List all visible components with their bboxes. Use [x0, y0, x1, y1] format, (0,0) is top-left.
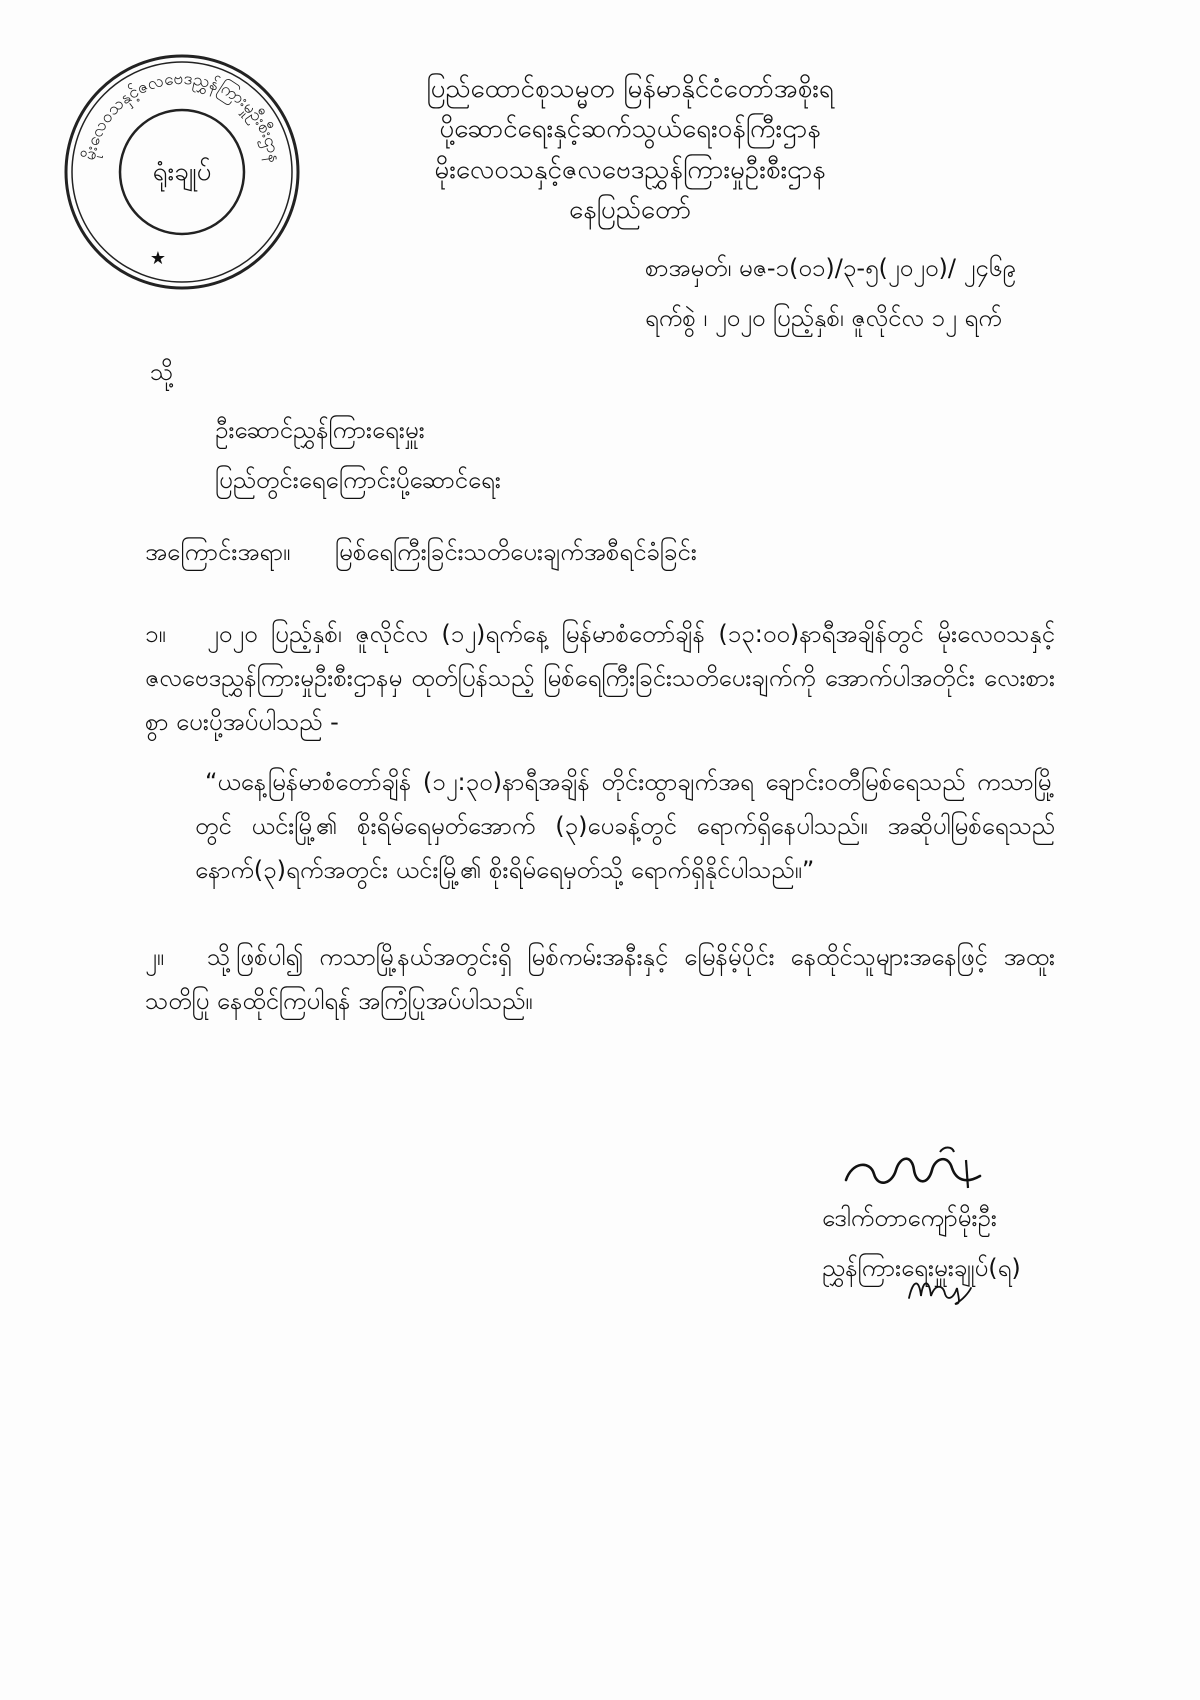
letter-date: ရက်စွဲ ၊ ၂၀၂၀ ပြည့်နှစ်၊ ဇူလိုင်လ ၁၂ ရက်: [645, 304, 1002, 332]
subject-label: အကြောင်းအရာ။: [145, 538, 291, 566]
subject-text: မြစ်ရေကြီးခြင်းသတိပေးချက်အစီရင်ခံခြင်း: [335, 538, 697, 566]
paragraph-2-number: ၂။: [145, 943, 165, 971]
paragraph-2: သို့ဖြစ်ပါ၍ ကသာမြို့နယ်အတွင်းရှိ မြစ်ကမ်းအနီးနှင့် မြေနိမ့်ပိုင်း နေထိုင်သူများအနေဖြင့် အထူးသတိပြု နေထိုင်ကြပါရန် အကြံပြုအပ်ပါသည်။: [145, 943, 1055, 1015]
paragraph-1-number: ၁။: [145, 620, 166, 648]
handwritten-initials: [905, 1270, 975, 1306]
signatory-title: ညွှန်ကြားရေးမှူးချုပ်(ရ): [822, 1254, 1021, 1282]
svg-text:★: ★: [149, 248, 167, 269]
recipient-title: ဦးဆောင်ညွှန်ကြားရေးမှူး: [215, 416, 425, 444]
handwritten-signature: [840, 1140, 990, 1200]
flood-warning-quote: “ယနေ့မြန်မာစံတော်ချိန် (၁၂:၃၀)နာရီအချိန် တိုင်းထွာချက်အရ ချောင်းဝတီမြစ်ရေသည် ကသာမြို့တွင် ယင်းမြို့၏ စိုးရိမ်ရေမှတ်အောက် (၃)ပေခန့်တွင် ရောက်ရှိနေပါသည်။ အဆိုပါမြစ်ရေသည် နောက်(၃)ရက်အတွင်း ယင်းမြို့၏ စိုးရိမ်ရေမှတ်သို့ ရောက်ရှိနိုင်ပါသည်။”: [195, 768, 1055, 884]
header-city: နေပြည်တော်: [568, 195, 692, 225]
to-label: သို့: [150, 358, 174, 386]
svg-text:ရုံးချုပ်: ရုံးချုပ်: [152, 157, 212, 187]
svg-text:မိုးလေဝသနှင့်ဇလဗေဒညွှန်ကြားမှု: မိုးလေဝသနှင့်ဇလဗေဒညွှန်ကြားမှုဦးစီးဌာန: [79, 68, 285, 164]
signatory-name: ဒေါက်တာကျော်မိုးဦး: [822, 1204, 997, 1232]
paragraph-1: ၂၀၂၀ ပြည့်နှစ်၊ ဇူလိုင်လ (၁၂)ရက်နေ့ မြန်မာစံတော်ချိန် (၁၃:၀၀)နာရီအချိန်တွင် မိုးလေဝသနှင့်ဇလဗေဒညွှန်ကြားမှုဦးစီးဌာနမှ ထုတ်ပြန်သည့် မြစ်ရေကြီးခြင်းသတိပေးချက်ကို အောက်ပါအတိုင်း လေးစားစွာ ပေးပို့အပ်ပါသည် -: [145, 620, 1055, 736]
letter-number: စာအမှတ်၊ မဇ-၁(၀၁)/၃-၅(၂၀၂၀)/ ၂၄၆၉: [645, 254, 1016, 282]
official-seal: [62, 52, 302, 292]
header-ministry: ပို့ဆောင်ရေးနှင့်ဆက်သွယ်ရေးဝန်ကြီးဌာန: [439, 114, 821, 144]
header-department: မိုးလေဝသနှင့်ဇလဗေဒညွှန်ကြားမှုဦးစီးဌာန: [434, 155, 826, 185]
recipient-organization: ပြည်တွင်းရေကြောင်းပို့ဆောင်ရေး: [215, 466, 501, 494]
header-ministry-government: ပြည်ထောင်စုသမ္မတ မြန်မာနိုင်ငံတော်အစိုးရ: [426, 74, 834, 104]
